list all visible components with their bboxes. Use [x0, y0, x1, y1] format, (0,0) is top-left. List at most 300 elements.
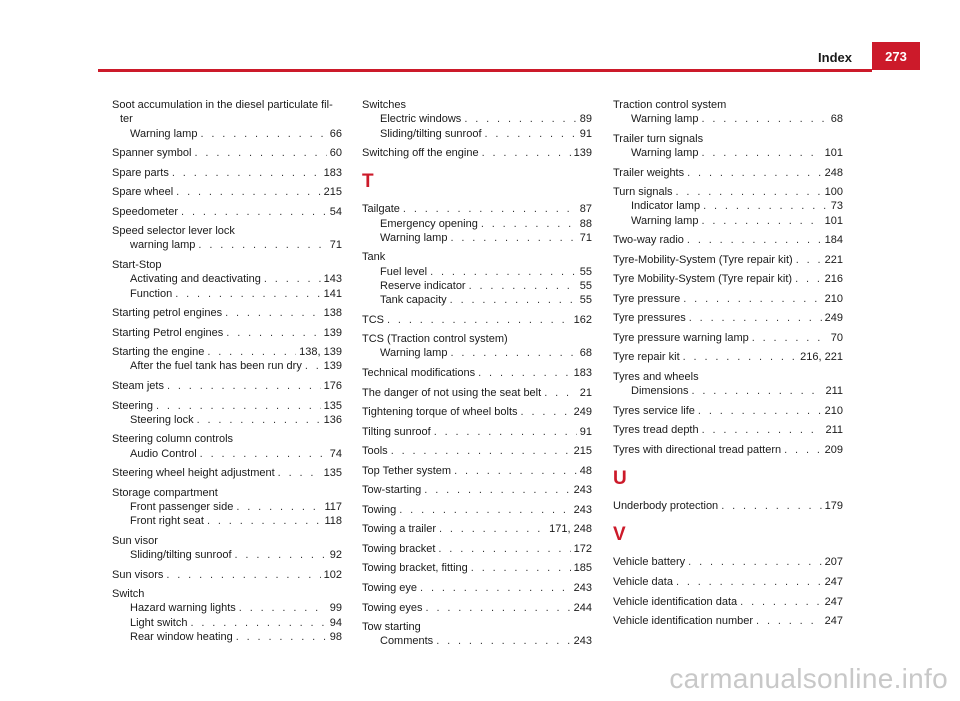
index-term: Steam jets	[112, 379, 164, 392]
index-term-line	[112, 534, 342, 548]
index-term: Starting Petrol engines	[112, 326, 224, 339]
index-entry	[112, 306, 342, 320]
index-column-1	[112, 98, 342, 649]
page-reference: 183	[573, 366, 592, 379]
index-term-line	[112, 399, 342, 413]
index-term-line	[613, 443, 843, 457]
index-entry	[112, 399, 342, 428]
index-entry	[112, 345, 342, 374]
dot-leader	[485, 127, 577, 141]
index-column-3	[613, 98, 843, 634]
index-term: Steering lock	[130, 413, 194, 426]
index-term-line	[613, 595, 843, 609]
index-term: Vehicle identification number	[613, 615, 754, 628]
dot-leader	[420, 581, 571, 595]
index-entry	[362, 464, 592, 478]
page-reference: 99	[329, 602, 342, 615]
page-reference: 89	[579, 113, 592, 126]
index-term-line	[362, 503, 592, 517]
dot-leader	[784, 443, 822, 457]
dot-leader	[676, 185, 822, 199]
index-term: Speed selector lever lock	[112, 225, 235, 238]
index-entry	[362, 542, 592, 556]
index-term: Soot accumulation in the diesel particulate fil-	[112, 99, 333, 111]
index-term-line	[112, 205, 342, 219]
dot-leader	[430, 265, 577, 279]
index-entry	[613, 185, 843, 228]
page-reference: 143	[323, 273, 342, 286]
dot-leader	[438, 542, 570, 556]
index-subentry	[112, 500, 342, 514]
index-term: Warning lamp	[631, 214, 699, 227]
index-term: Starting the engine	[112, 346, 205, 359]
index-term: Comments	[380, 635, 434, 648]
index-term: Tyres service life	[613, 404, 695, 417]
index-term: Spare wheel	[112, 186, 174, 199]
dot-leader	[167, 379, 321, 393]
index-subentry	[112, 413, 342, 427]
dot-leader	[796, 253, 822, 267]
page-reference: 207	[824, 556, 843, 569]
dot-leader	[399, 503, 570, 517]
index-term-line	[362, 146, 592, 160]
index-subentry	[112, 238, 342, 252]
dot-leader	[689, 311, 822, 325]
index-term-line	[613, 166, 843, 180]
dot-leader	[166, 568, 320, 582]
dot-leader	[450, 346, 576, 360]
page-reference: 68	[830, 113, 843, 126]
dot-leader	[235, 548, 327, 562]
index-term: Indicator lamp	[631, 200, 701, 213]
page-reference: 92	[329, 548, 342, 561]
dot-leader	[175, 287, 320, 301]
dot-leader	[756, 614, 822, 628]
index-term: Spare parts	[112, 166, 169, 179]
dot-leader	[436, 634, 570, 648]
index-term-line	[613, 331, 843, 345]
dot-leader	[391, 444, 571, 458]
index-subentry	[613, 384, 843, 398]
dot-leader	[426, 601, 571, 615]
dot-leader	[387, 313, 571, 327]
index-term: Tow starting	[362, 621, 421, 634]
index-entry	[112, 587, 342, 644]
page-reference: 179	[824, 500, 843, 513]
index-term-line	[362, 561, 592, 575]
index-term: Tyre Mobility-System (Tyre repair kit)	[613, 273, 793, 286]
dot-leader	[207, 514, 321, 528]
index-entry	[613, 443, 843, 457]
dot-leader	[702, 423, 823, 437]
page-reference: 139	[323, 326, 342, 339]
dot-leader	[795, 272, 822, 286]
page-reference: 247	[824, 615, 843, 628]
dot-leader	[190, 616, 326, 630]
dot-leader	[687, 166, 822, 180]
page-reference: 243	[573, 484, 592, 497]
index-term: Audio Control	[130, 447, 197, 460]
index-term: Front passenger side	[130, 500, 234, 513]
page-reference: 249	[824, 312, 843, 325]
index-subentry	[112, 616, 342, 630]
index-term: TCS	[362, 313, 384, 326]
index-term-line	[112, 326, 342, 340]
index-term: Tyres tread depth	[613, 424, 699, 437]
index-term: Hazard warning lights	[130, 602, 236, 615]
page-reference: 243	[573, 582, 592, 594]
index-term: Top Tether system	[362, 464, 452, 477]
index-entry	[613, 404, 843, 418]
index-term-line	[613, 132, 843, 146]
index-term: Warning lamp	[380, 231, 448, 244]
index-term-line	[112, 486, 342, 500]
page-reference: 118	[324, 515, 342, 528]
index-entry	[362, 386, 592, 400]
index-entry	[613, 253, 843, 267]
index-entry	[613, 98, 843, 127]
index-subentry	[112, 514, 342, 528]
index-term: Dimensions	[631, 385, 689, 398]
dot-leader	[450, 231, 576, 245]
index-entry	[613, 614, 843, 628]
index-entry	[362, 581, 592, 595]
index-term: Warning lamp	[631, 113, 699, 126]
index-term: Towing eye	[362, 582, 418, 594]
dot-leader	[481, 217, 577, 231]
dot-leader	[305, 359, 321, 373]
index-entry	[112, 326, 342, 340]
dot-leader	[439, 522, 546, 536]
dot-leader	[225, 306, 321, 320]
index-entry	[362, 444, 592, 458]
page-reference: 55	[579, 279, 592, 292]
page-reference: 91	[579, 425, 592, 438]
index-term: Tank capacity	[380, 294, 447, 307]
index-term: Electric windows	[380, 113, 462, 126]
dot-leader	[181, 205, 327, 219]
index-entry	[362, 250, 592, 307]
dot-leader	[482, 146, 571, 160]
index-term: Switches	[362, 99, 407, 111]
page-reference: 101	[824, 147, 843, 160]
index-term: Speedometer	[112, 205, 179, 218]
index-term: Tailgate	[362, 203, 400, 216]
page-reference: 248	[824, 166, 843, 179]
index-term: Tyres with directional tread pattern	[613, 443, 782, 456]
page-reference: 100	[824, 186, 843, 199]
index-term-line	[613, 350, 843, 364]
index-entry	[362, 425, 592, 439]
index-term-line	[112, 466, 342, 480]
index-term: Towing bracket	[362, 542, 436, 555]
index-term-line	[112, 306, 342, 320]
index-entry	[112, 166, 342, 180]
index-term-line	[613, 370, 843, 384]
index-term-line	[613, 272, 843, 286]
index-term: Tyre repair kit	[613, 351, 680, 364]
section-title: Index	[818, 50, 852, 65]
index-term: Tank	[362, 251, 386, 264]
index-subentry	[613, 214, 843, 228]
page-reference: 70	[830, 331, 843, 344]
dot-leader	[701, 112, 827, 126]
index-term: Activating and deactivating	[130, 273, 261, 286]
page-reference: 247	[824, 595, 843, 608]
index-term-line	[613, 311, 843, 325]
page-reference: 138, 139	[299, 346, 342, 359]
index-entry	[613, 233, 843, 247]
index-subentry	[613, 146, 843, 160]
index-term-line	[112, 587, 342, 601]
index-term: Tightening torque of wheel bolts	[362, 406, 518, 419]
dot-leader	[172, 166, 321, 180]
index-subentry	[112, 548, 342, 562]
page-reference: 101	[824, 214, 843, 227]
index-term-line	[613, 499, 843, 513]
index-term: warning lamp	[130, 239, 196, 252]
index-subentry	[362, 231, 592, 245]
index-term-line	[112, 185, 342, 199]
index-term-line	[362, 405, 592, 419]
page-reference: 102	[323, 568, 342, 581]
index-subentry	[613, 199, 843, 213]
page-reference: 139	[323, 360, 342, 373]
index-entry	[362, 561, 592, 575]
index-term: Towing bracket, fitting	[362, 562, 468, 575]
index-entry	[613, 132, 843, 161]
page-reference: 243	[573, 635, 592, 648]
index-term-line	[613, 614, 843, 628]
index-entry	[112, 146, 342, 160]
index-subentry	[362, 346, 592, 360]
index-entry	[613, 423, 843, 437]
page-reference: 185	[573, 562, 592, 575]
index-term-line	[112, 166, 342, 180]
page-reference: 117	[324, 500, 342, 513]
index-term: Steering wheel height adjustment	[112, 467, 275, 480]
page-reference: 221	[824, 253, 843, 266]
index-term: Technical modifications	[362, 366, 476, 379]
index-entry	[362, 483, 592, 497]
dot-leader	[424, 483, 570, 497]
dot-leader	[434, 425, 577, 439]
index-subentry	[613, 112, 843, 126]
dot-leader	[200, 447, 327, 461]
page-reference: 88	[579, 217, 592, 230]
page-reference: 210	[824, 292, 843, 305]
index-term-line	[112, 146, 342, 160]
index-entry	[112, 432, 342, 461]
index-entry	[112, 205, 342, 219]
index-entry	[112, 185, 342, 199]
index-subentry	[362, 127, 592, 141]
page-reference: 211	[825, 385, 843, 398]
index-term-line	[362, 444, 592, 458]
page-number-badge: 273	[872, 42, 920, 70]
dot-leader	[701, 214, 821, 228]
index-term-line	[362, 98, 592, 112]
index-term: Towing	[362, 503, 397, 516]
index-entry	[362, 202, 592, 245]
index-term-line	[613, 404, 843, 418]
index-term-line	[613, 575, 843, 589]
dot-leader	[278, 466, 321, 480]
dot-leader	[521, 405, 571, 419]
watermark-text: carmanualsonline.info	[669, 663, 948, 694]
index-term: Tyres and wheels	[613, 371, 699, 384]
page-reference: 55	[579, 265, 592, 278]
index-term-line	[362, 464, 592, 478]
index-subentry	[112, 630, 342, 644]
page-reference: 66	[329, 127, 342, 140]
dot-leader	[721, 499, 821, 513]
dot-leader	[464, 112, 576, 126]
page-reference: 162	[573, 313, 592, 326]
dot-leader	[683, 292, 821, 306]
section-letter: U	[613, 468, 627, 490]
page-reference: 183	[323, 166, 342, 179]
index-entry	[362, 405, 592, 419]
index-term-line	[112, 432, 342, 446]
index-entry	[362, 503, 592, 517]
index-term-line	[362, 202, 592, 216]
index-entry	[362, 522, 592, 536]
page-reference: 244	[573, 601, 592, 614]
dot-leader	[236, 630, 327, 644]
index-term: Sun visor	[112, 534, 158, 547]
page-reference: 94	[329, 616, 342, 629]
index-term: Vehicle identification data	[613, 595, 738, 608]
index-term-line	[362, 601, 592, 615]
index-entry	[613, 370, 843, 399]
index-entry	[112, 486, 342, 529]
index-term: Sliding/tilting sunroof	[380, 127, 482, 140]
index-term: Emergency opening	[380, 217, 478, 230]
index-term: TCS (Traction control system)	[362, 333, 508, 346]
dot-leader	[740, 595, 821, 609]
index-entry	[362, 601, 592, 615]
index-term: Warning lamp	[380, 347, 448, 360]
section-letter: T	[362, 171, 374, 193]
index-entry	[362, 98, 592, 141]
index-entry	[112, 568, 342, 582]
index-term: Reserve indicator	[380, 279, 466, 292]
index-term-line	[613, 253, 843, 267]
dot-leader	[264, 272, 321, 286]
section-letter: V	[613, 524, 626, 546]
index-subentry	[362, 279, 592, 293]
index-entry	[613, 499, 843, 513]
page-reference: 247	[824, 575, 843, 588]
index-term: Sliding/tilting sunroof	[130, 548, 232, 561]
index-term-line	[362, 366, 592, 380]
page-reference: 172	[573, 542, 592, 555]
index-term: Steering column controls	[112, 433, 234, 446]
dot-leader	[403, 202, 577, 216]
page-reference: 21	[579, 386, 592, 399]
dot-leader	[195, 146, 327, 160]
page-reference: 71	[579, 231, 592, 244]
page-reference: 136	[323, 413, 342, 426]
index-term: Trailer weights	[613, 166, 685, 179]
index-term-line	[362, 313, 592, 327]
index-term: Two-way radio	[613, 234, 684, 247]
page-reference: 216	[824, 273, 843, 286]
index-column-2	[362, 98, 592, 654]
page-reference: 216, 221	[800, 351, 843, 364]
page-reference: 135	[323, 399, 342, 412]
index-entry	[613, 575, 843, 589]
page-reference: 141	[323, 287, 342, 300]
index-term-line	[362, 332, 592, 346]
page-reference: 211	[825, 424, 843, 437]
index-entry	[112, 258, 342, 301]
dot-leader	[688, 555, 821, 569]
index-term-line	[362, 483, 592, 497]
index-term-line	[112, 258, 342, 272]
index-term: Tools	[362, 445, 388, 458]
dot-leader	[701, 146, 821, 160]
dot-leader	[176, 185, 320, 199]
index-entry	[362, 620, 592, 649]
dot-leader	[478, 366, 571, 380]
page-reference: 54	[329, 205, 342, 218]
index-term: Light switch	[130, 616, 188, 629]
index-subentry	[112, 127, 342, 141]
dot-leader	[207, 345, 296, 359]
index-term-line	[613, 292, 843, 306]
page-reference: 60	[329, 147, 342, 160]
page-reference: 91	[579, 127, 592, 140]
page-reference: 184	[824, 234, 843, 247]
page-reference: 48	[579, 464, 592, 477]
index-term: Tow-starting	[362, 484, 422, 497]
index-term: ter	[120, 113, 133, 126]
index-term-line	[112, 379, 342, 393]
index-term: Vehicle data	[613, 575, 673, 588]
index-entry	[112, 224, 342, 253]
index-entry	[613, 555, 843, 569]
page-reference: 87	[579, 203, 592, 216]
dot-leader	[236, 500, 321, 514]
page-reference: 249	[573, 406, 592, 419]
page-reference: 210	[824, 404, 843, 417]
dot-leader	[683, 350, 798, 364]
index-term: Front right seat	[130, 515, 204, 528]
index-term-line	[362, 386, 592, 400]
index-entry	[112, 98, 342, 141]
dot-leader	[226, 326, 320, 340]
index-entry	[613, 350, 843, 364]
index-entry	[613, 292, 843, 306]
page-reference: 73	[830, 200, 843, 213]
dot-leader	[698, 404, 822, 418]
dot-leader	[450, 293, 577, 307]
dot-leader	[676, 575, 822, 589]
index-term: Starting petrol engines	[112, 307, 223, 320]
page-reference: 71	[329, 239, 342, 252]
dot-leader	[197, 413, 321, 427]
header-divider	[98, 69, 872, 72]
dot-leader	[198, 238, 326, 252]
index-entry	[613, 166, 843, 180]
index-term: Steering	[112, 399, 153, 412]
index-term-line	[112, 568, 342, 582]
index-term: Sun visors	[112, 568, 164, 581]
index-term-line	[112, 345, 342, 359]
index-term-line	[613, 555, 843, 569]
